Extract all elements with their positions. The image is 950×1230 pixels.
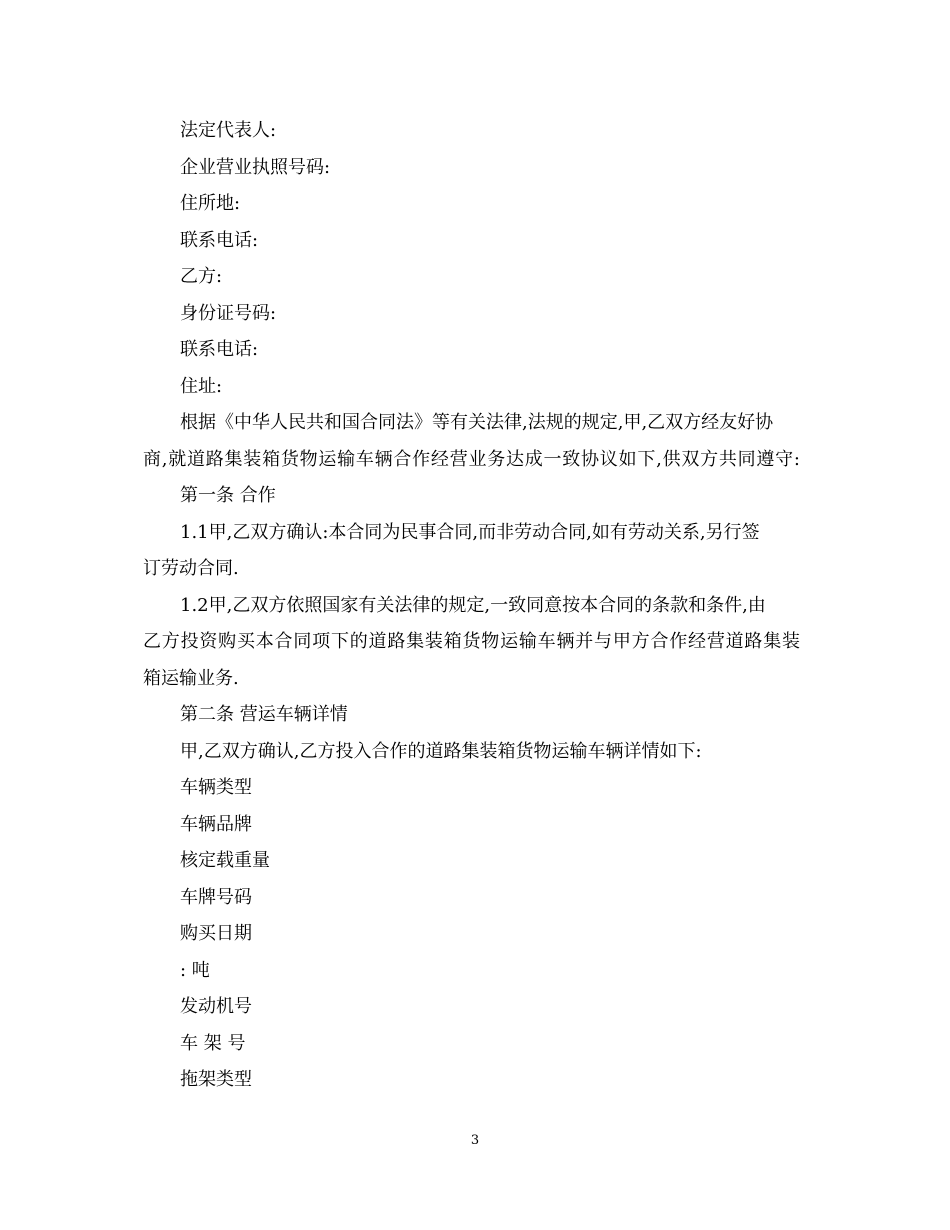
party-a-phone-field: 联系电话: xyxy=(180,230,259,251)
trailer-type-field: 拖架类型 xyxy=(180,1069,252,1090)
plate-number-field: 车牌号码 xyxy=(180,887,252,908)
rated-load-field: 核定载重量 xyxy=(180,850,270,871)
business-license-number-field: 企业营业执照号码: xyxy=(180,157,331,178)
domicile-field: 住所地: xyxy=(180,193,241,214)
preamble-line-2: 商,就道路集装箱货物运输车辆合作经营业务达成一致协议如下,供双方共同遵守: xyxy=(143,449,800,470)
page-number: 3 xyxy=(470,1133,480,1148)
party-b-field: 乙方: xyxy=(180,266,223,287)
clause-1-1-line-2: 订劳动合同. xyxy=(143,558,239,579)
vehicle-brand-field: 车辆品牌 xyxy=(180,814,252,835)
clause-1-2-line-2: 乙方投资购买本合同项下的道路集装箱货物运输车辆并与甲方合作经营道路集装 xyxy=(143,631,800,652)
frame-number-field: 车 架 号 xyxy=(180,1033,246,1054)
legal-representative-field: 法定代表人: xyxy=(180,120,277,141)
vehicle-details-intro: 甲,乙双方确认,乙方投入合作的道路集装箱货物运输车辆详情如下: xyxy=(180,741,702,762)
vehicle-type-field: 车辆类型 xyxy=(180,777,252,798)
preamble-line-1: 根据《中华人民共和国合同法》等有关法律,法规的规定,甲,乙双方经友好协 xyxy=(180,412,774,433)
article-1-heading: 第一条 合作 xyxy=(180,485,276,506)
clause-1-2-line-3: 箱运输业务. xyxy=(143,668,239,689)
clause-1-2-line-1: 1.2甲,乙双方依照国家有关法律的规定,一致同意按本合同的条款和条件,由 xyxy=(180,595,766,616)
tonnage-unit-field: : 吨 xyxy=(180,960,210,981)
id-number-field: 身份证号码: xyxy=(180,303,277,324)
clause-1-1-line-1: 1.1甲,乙双方确认:本合同为民事合同,而非劳动合同,如有劳动关系,另行签 xyxy=(180,522,760,543)
article-2-heading: 第二条 营运车辆详情 xyxy=(180,704,348,725)
party-b-phone-field: 联系电话: xyxy=(180,339,259,360)
address-field: 住址: xyxy=(180,376,223,397)
engine-number-field: 发动机号 xyxy=(180,996,252,1017)
purchase-date-field: 购买日期 xyxy=(180,923,252,944)
